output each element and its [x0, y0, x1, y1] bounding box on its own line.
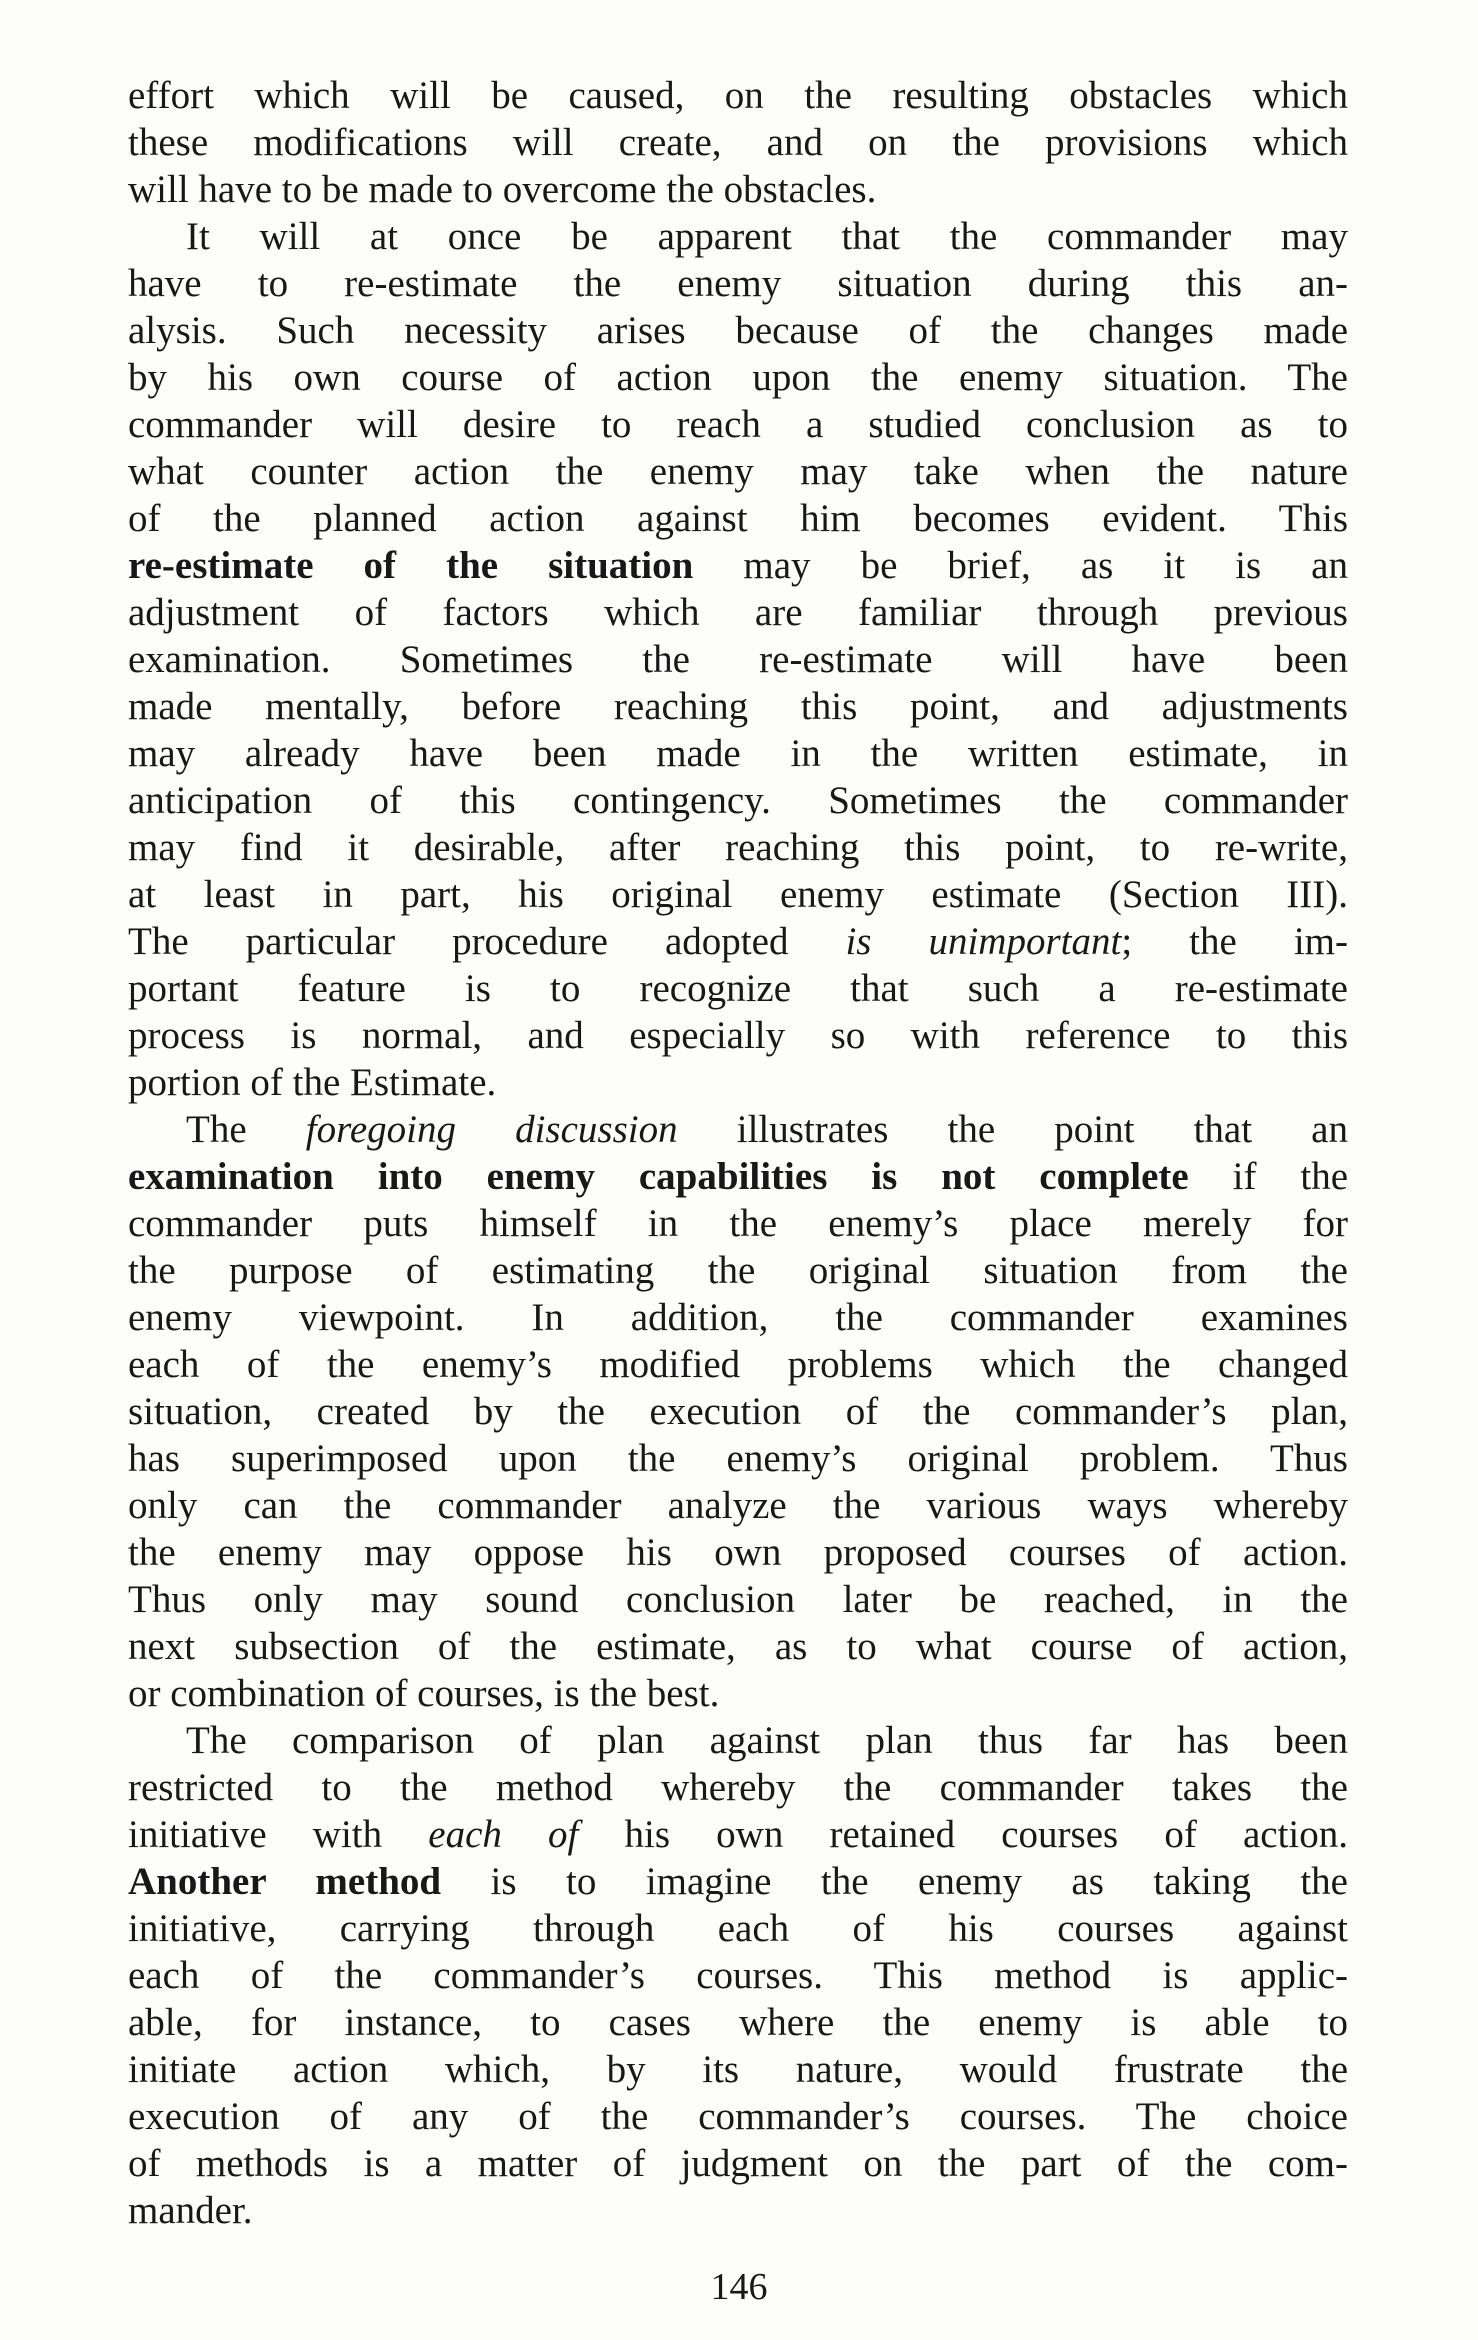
body-text: commander will desire to reach a studied conclusion as to [128, 403, 1348, 446]
body-text: execution of any of the commander’s courses. The choice [128, 2095, 1348, 2138]
body-text: of methods is a matter of judgment on the part of the com- [128, 2142, 1348, 2185]
text-line [128, 1435, 1348, 1482]
page-text [128, 72, 1348, 2234]
body-text: The particular procedure adopted [128, 920, 846, 963]
text-line [128, 1529, 1348, 1576]
text-line [128, 1858, 1348, 1905]
body-text: commander puts himself in the enemy’s place merely for [128, 1202, 1348, 1245]
body-text: may already have been made in the written estimate, in [128, 732, 1348, 775]
body-text: situation, created by the execution of the commander’s plan, [128, 1390, 1348, 1433]
body-text: made mentally, before reaching this point, and adjustments [128, 685, 1348, 728]
body-text: if the [1188, 1155, 1348, 1198]
bold-text: examination into enemy capabilities is not complete [128, 1155, 1189, 1198]
text-line [128, 495, 1348, 542]
text-line [128, 1717, 1348, 1764]
text-line [128, 1341, 1348, 1388]
text-line [128, 1247, 1348, 1294]
text-line [128, 72, 1348, 119]
body-text: may find it desirable, after reaching this point, to re-write, [128, 826, 1348, 869]
body-text: adjustment of factors which are familiar through previous [128, 591, 1348, 634]
body-text: next subsection of the estimate, as to what course of action, [128, 1625, 1348, 1668]
text-line [128, 683, 1348, 730]
text-line [128, 213, 1348, 260]
body-text: The comparison of plan against plan thus far has been [186, 1719, 1348, 1762]
text-line [128, 1623, 1348, 1670]
body-text: by his own course of action upon the enemy situation. The [128, 356, 1348, 399]
text-line [128, 1482, 1348, 1529]
body-text: alysis. Such necessity arises because of the changes made [128, 309, 1348, 352]
text-line [128, 2187, 1348, 2234]
text-line [128, 354, 1348, 401]
body-text: portant feature is to recognize that such a re-estimate [128, 967, 1348, 1010]
body-text: The [186, 1108, 306, 1151]
text-line [128, 965, 1348, 1012]
text-line [128, 1576, 1348, 1623]
text-line [128, 777, 1348, 824]
body-text: initiative with [128, 1813, 429, 1856]
text-line [128, 401, 1348, 448]
text-line [128, 1059, 1348, 1106]
body-text: initiative, carrying through each of his courses against [128, 1907, 1348, 1950]
text-line [128, 1200, 1348, 1247]
body-text: of the planned action against him becomes evident. This [128, 497, 1348, 540]
body-text: portion of the Estimate. [128, 1061, 497, 1104]
text-line [128, 871, 1348, 918]
body-text: initiate action which, by its nature, would frustrate the [128, 2048, 1348, 2091]
body-text: restricted to the method whereby the commander takes the [128, 1766, 1348, 1809]
paragraph [128, 1717, 1348, 2234]
paragraph [128, 72, 1348, 213]
text-line [128, 260, 1348, 307]
text-line [128, 730, 1348, 777]
text-line [128, 1764, 1348, 1811]
body-text: at least in part, his original enemy estimate (Section III). [128, 873, 1348, 916]
text-line [128, 1999, 1348, 2046]
body-text: what counter action the enemy may take when the nature [128, 450, 1348, 493]
italic-text: is unimportant [845, 920, 1122, 963]
body-text: each of the commander’s courses. This method is applic- [128, 1954, 1348, 1997]
body-text: effort which will be caused, on the resulting obstacles which [128, 74, 1348, 117]
body-text: process is normal, and especially so with reference to this [128, 1014, 1348, 1057]
text-line [128, 1388, 1348, 1435]
text-line [128, 1905, 1348, 1952]
body-text: the enemy may oppose his own proposed courses of action. [128, 1531, 1348, 1574]
page-number: 146 [710, 2266, 768, 2308]
body-text: has superimposed upon the enemy’s original problem. Thus [128, 1437, 1348, 1480]
bold-text: re-estimate of the situation [128, 544, 694, 587]
text-line [128, 636, 1348, 683]
text-line [128, 1106, 1348, 1153]
paragraph [128, 213, 1348, 1106]
italic-text: foregoing discussion [305, 1108, 678, 1151]
text-line [128, 1670, 1348, 1717]
text-line [128, 2140, 1348, 2187]
text-line [128, 918, 1348, 965]
text-line [128, 589, 1348, 636]
body-text: each of the enemy’s modified problems which the changed [128, 1343, 1348, 1386]
body-text: enemy viewpoint. In addition, the commander examines [128, 1296, 1348, 1339]
body-text: only can the commander analyze the various ways whereby [128, 1484, 1348, 1527]
body-text: may be brief, as it is an [693, 544, 1348, 587]
text-line [128, 1952, 1348, 1999]
paragraph [128, 1106, 1348, 1717]
body-text: able, for instance, to cases where the enemy is able to [128, 2001, 1348, 2044]
text-line [128, 166, 1348, 213]
body-text: mander. [128, 2189, 253, 2232]
body-text: is to imagine the enemy as taking the [441, 1860, 1348, 1903]
body-text: have to re-estimate the enemy situation during this an- [128, 262, 1348, 305]
text-line [128, 307, 1348, 354]
body-text: It will at once be apparent that the commander may [186, 215, 1348, 258]
text-line [128, 1294, 1348, 1341]
bold-text: Another method [128, 1860, 442, 1903]
body-text: ; the im- [1121, 920, 1348, 963]
text-line [128, 1153, 1348, 1200]
body-text: anticipation of this contingency. Sometimes the commander [128, 779, 1348, 822]
italic-text: each of [428, 1813, 579, 1856]
text-line [128, 119, 1348, 166]
body-text: examination. Sometimes the re-estimate will have been [128, 638, 1348, 681]
body-text: his own retained courses of action. [578, 1813, 1348, 1856]
body-text: the purpose of estimating the original situation from the [128, 1249, 1348, 1292]
text-line [128, 1811, 1348, 1858]
text-line [128, 542, 1348, 589]
text-line [128, 824, 1348, 871]
text-line [128, 2093, 1348, 2140]
body-text: illustrates the point that an [677, 1108, 1348, 1151]
text-line [128, 2046, 1348, 2093]
text-line [128, 1012, 1348, 1059]
body-text: or combination of courses, is the best. [128, 1672, 720, 1715]
body-text: will have to be made to overcome the obstacles. [128, 168, 877, 211]
body-text: these modifications will create, and on the provisions which [128, 121, 1348, 164]
body-text: Thus only may sound conclusion later be reached, in the [128, 1578, 1348, 1621]
text-line [128, 448, 1348, 495]
